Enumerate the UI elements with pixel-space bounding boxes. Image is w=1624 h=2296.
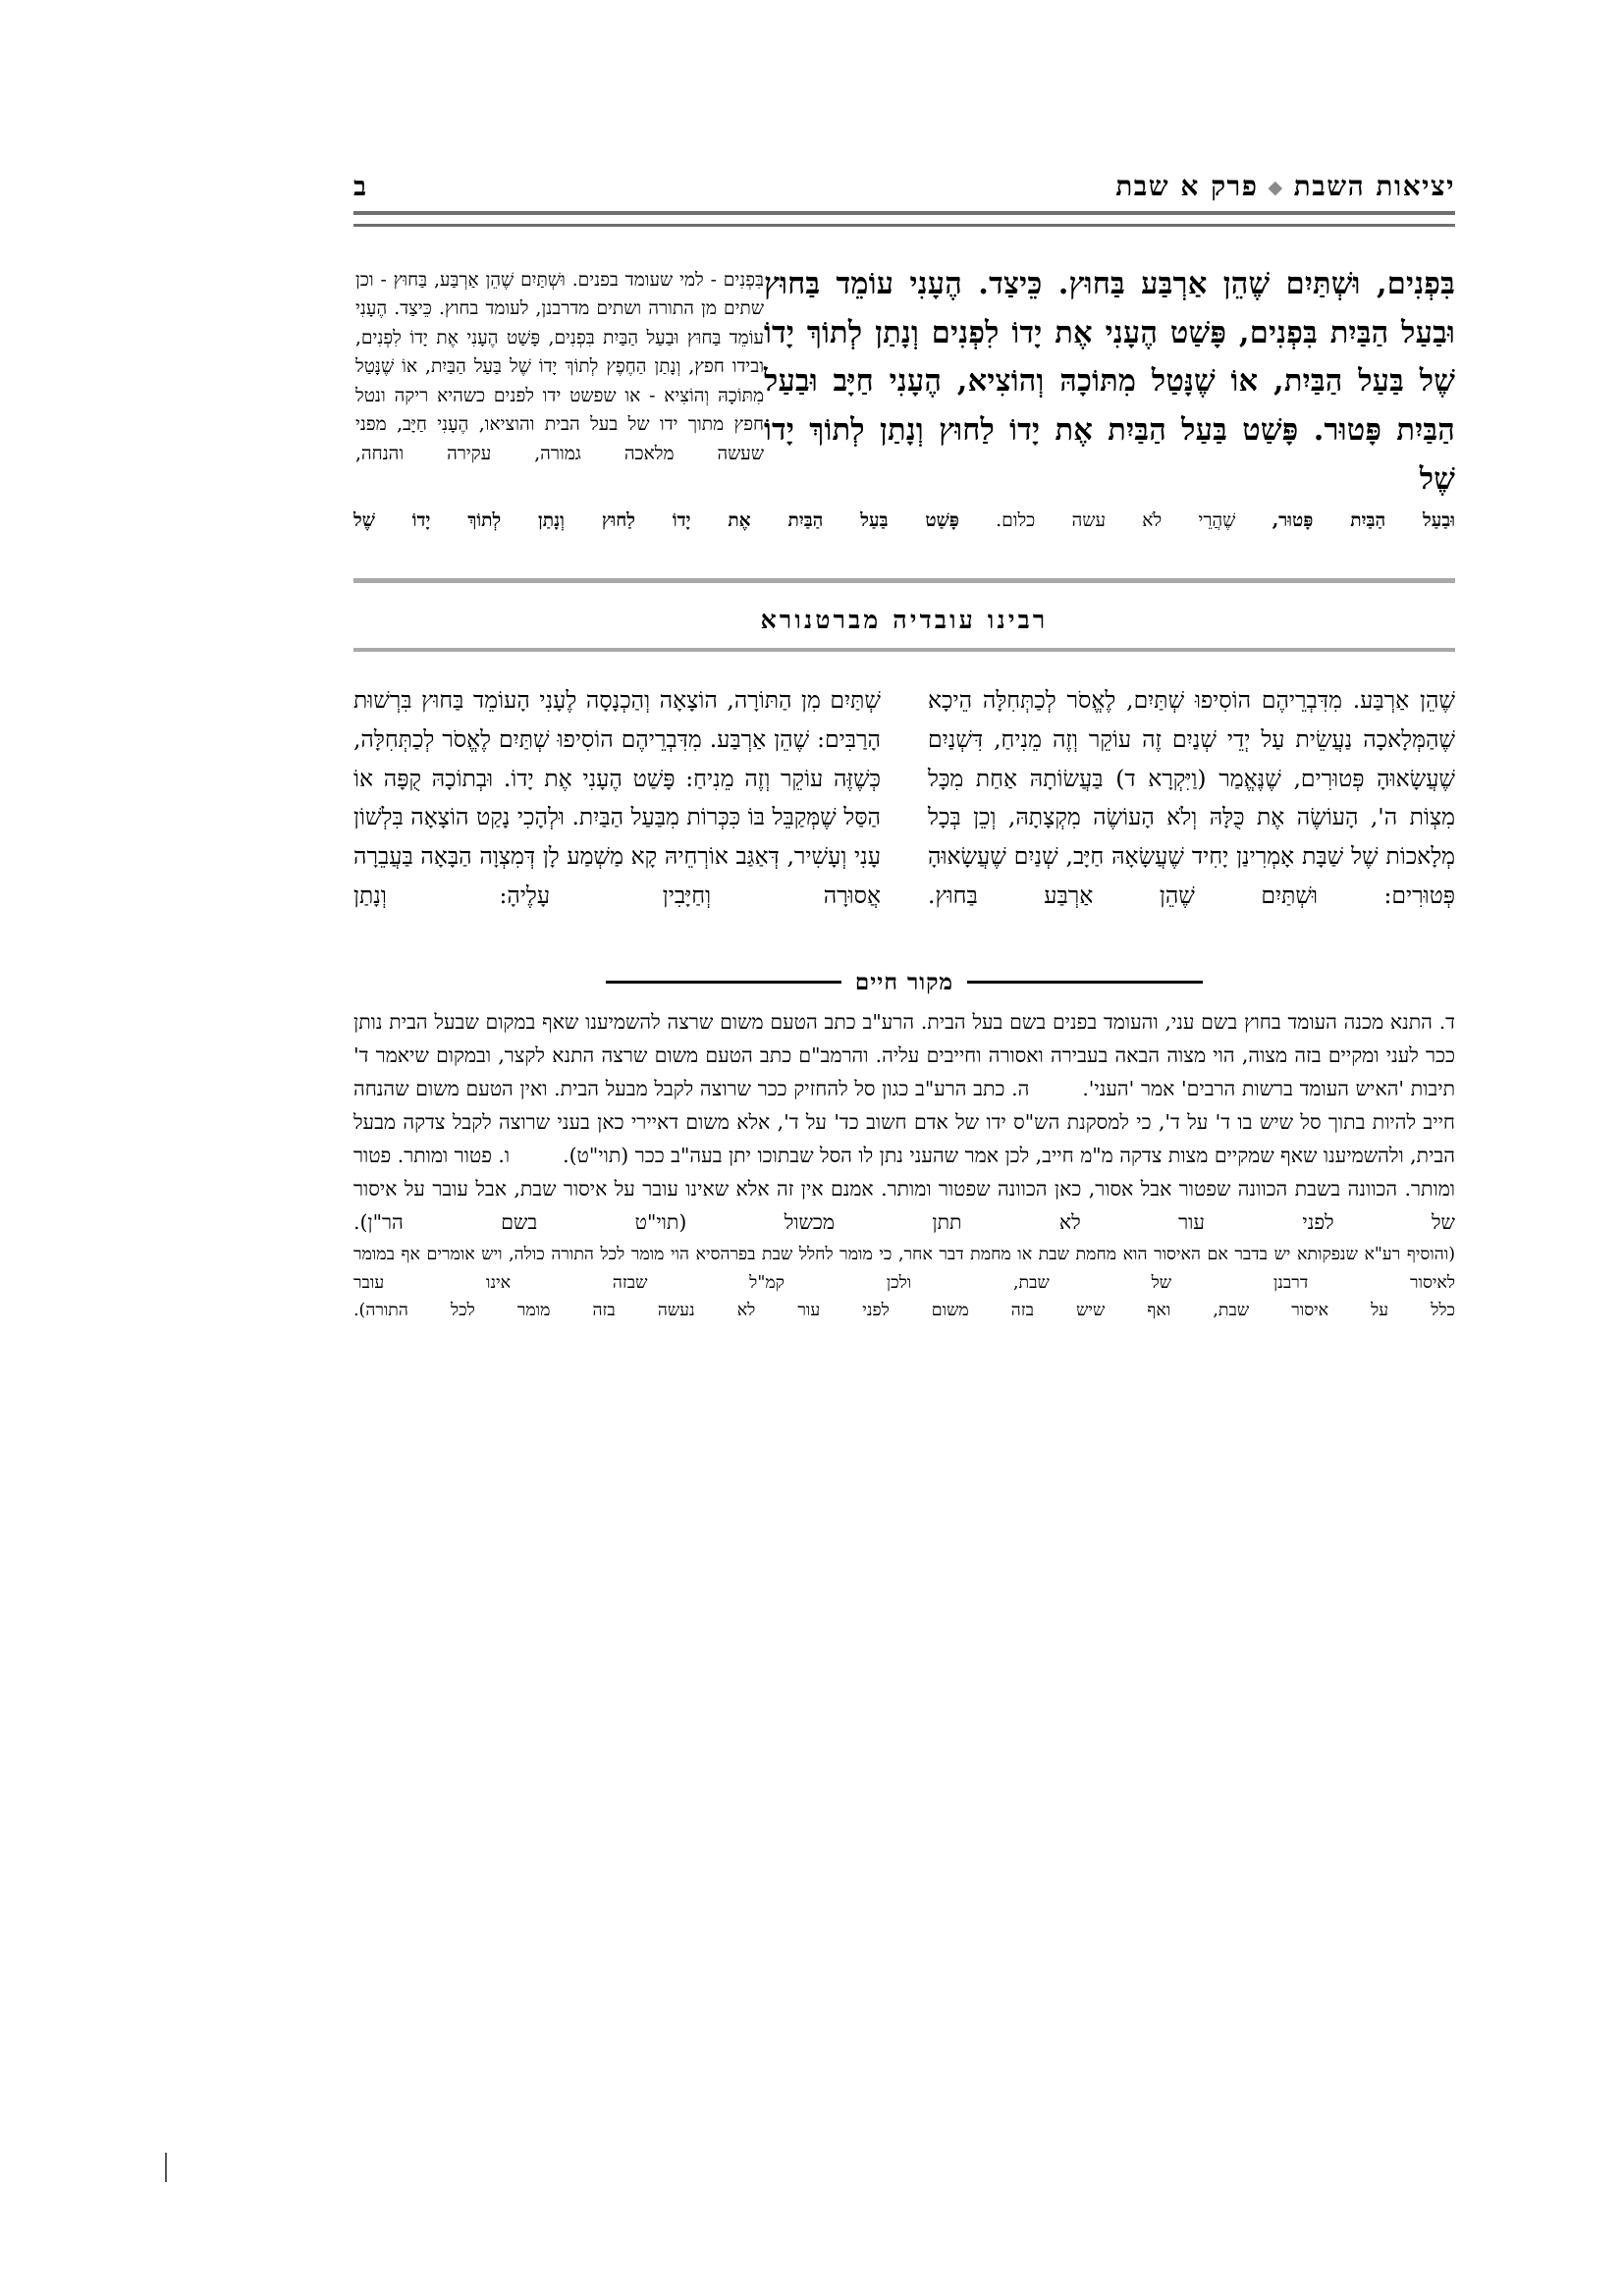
bartenura-rule-top: [353, 578, 1455, 588]
mishnah-tail-lemma: וּבַעַל הַבַּיִת פָּטוּר,: [1272, 509, 1455, 531]
mishnah-block: [353, 260, 1455, 535]
makor-chaim-rule-left: [606, 981, 841, 984]
bartenura-rule-bottom: [353, 648, 1455, 656]
makor-chaim-heading: מקור חיים: [854, 968, 954, 995]
mishnah-side-commentary: [353, 266, 764, 468]
header-divider: [353, 211, 1455, 227]
makor-chaim-note-3: ו. פטור ומותר. פטור ומותר. הכוונה בשבת הכוונה שפטור אבל אסור, כאן הכוונה שפטור ומותר. אמנם אין זה אלא שאינו עובר על איסור שבת, אבל עובר על איסור של לפני עור לא תתן מכשול (תוי"ט בשם הר"ן).: [353, 1143, 1455, 1235]
running-head-chapter: פרק א שבת: [1115, 170, 1259, 202]
makor-chaim-body: [353, 1005, 1455, 1325]
bartenura-heading: רבינו עובדיה מברטנורא: [760, 605, 1049, 634]
mishnah-main-text: בִּפְנִים, וּשְׁתַּיִם שֶׁהֵן אַרְבַּע בַּחוּץ. כֵּיצַד. הֶעָנִי עוֹמֵד בַּחוּץ וּבַעַל הַבַּיִת בִּפְנִים, פָּשַׁט הֶעָנִי אֶת יָדוֹ לִפְנִים וְנָתַן לְתוֹךְ יָדוֹ שֶׁל בַּעַל הַבַּיִת, אוֹ שֶׁנָּטַל מִתּוֹכָהּ וְהוֹצִיא, הֶעָנִי חַיָּב וּבַעַל הַבַּיִת פָּטוּר. פָּשַׁט בַּעַל הַבַּיִת אֶת יָדוֹ לַחוּץ וְנָתַן לְתוֹךְ יָדוֹ שֶׁל: [764, 266, 1455, 497]
mishnah-tail-lemma-2: פָּשַׁט בַּעַל הַבַּיִת אֶת יָדוֹ לַחוּץ וְנָתַן לְתוֹךְ יָדוֹ שֶׁל: [353, 509, 959, 531]
makor-chaim-heading-row: [353, 969, 1455, 995]
makor-chaim-fine-print: (והוסיף רע"א שנפקותא יש בדבר אם האיסור הוא מחמת שבת או מחמת דבר אחר, כי מומר לחלל שבת בפרהסיא הוי מומר לכל התורה כולה, ויש אומרים אף במומר לאיסור דרבנן של שבת, ולכן קמ"ל שבזה אינו עובר: [353, 1245, 1455, 1293]
bartenura-columns: [353, 681, 1455, 916]
bartenura-column-right: שֶׁהֵן אַרְבַּע. מִדִּבְרֵיהֶם הוֹסִיפוּ שְׁתַּיִם, לֶאֱסֹר לְכַתְּחִלָּה הֵיכָא שֶׁהַמְּלָאכָה נַעֲשֵׂית עַל יְדֵי שְׁנַיִם זֶה עוֹקֵר וְזֶה מֵנִיחַ, דִּשְׁנַיִם שֶׁעֲשָׂאוּהָ פְּטוּרִים, שֶׁנֶּאֱמַר (וַיִּקְרָא ד) בַּעֲשׂוֹתָהּ אַחַת מִכָּל מִצְוֹת ה', הָעוֹשֶׂה אֶת כֻּלָּהּ וְלֹא הָעוֹשֶׂה מִקְצָתָהּ, וְכֵן בְּכָל מְלָאכוֹת שֶׁל שַׁבָּת אָמְרִינַן יָחִיד שֶׁעֲשָׂאָהּ חַיָּב, שְׁנַיִם שֶׁעֲשָׂאוּהָ פְּטוּרִים: וּשְׁתַּיִם שֶׁהֵן אַרְבַּע בַּחוּץ.: [928, 685, 1455, 909]
makor-chaim-fine-print-last: כלל על איסור שבת, ואף שיש בזה משום לפני עור לא נעשה בזה מומר לכל התורה).: [353, 1300, 1455, 1320]
footer-gutter-mark: [165, 2153, 167, 2182]
makor-chaim-note-2: ה. כתב הרע"ב כגון סל להחזיק ככר שרוצה לקבל מבעל הבית. ואין הטעם משום שהנחה חייב להיות בתוך סל שיש בו ד' על ד', כי למסקנת הש"ס ידו של אדם חשוב כד' על ד', אלא משום דאיירי כאן בעני שרוצה לקבל צדקה מבעל הבית, ולהשמיענו שאף שמקיים מצות צדקה מ"מ חייב, לכן אמר שהעני נתן לו הסל שבתוכו יתן בעה"ב ככר (תוי"ט).: [353, 1076, 1455, 1167]
running-head-title: [1115, 170, 1455, 202]
running-head-tractate-section: יציאות השבת: [1293, 170, 1455, 202]
running-head: [353, 0, 1455, 200]
makor-chaim-rule-right: [967, 981, 1203, 984]
page-content: [353, 0, 1455, 1324]
bartenura-column-left: שְׁתַּיִם מִן הַתּוֹרָה, הוֹצָאָה וְהַכְנָסָה לֶעָנִי הָעוֹמֵד בַּחוּץ בִּרְשׁוּת הָרַבִּים: שֶׁהֵן אַרְבַּע. מִדִּבְרֵיהֶם הוֹסִיפוּ שְׁתַּיִם לֶאֱסֹר לְכַתְּחִלָּה, כְּשֶׁזֶּה עוֹקֵר וְזֶה מֵנִיחַ: פָּשַׁט הֶעָנִי אֶת יָדוֹ. וּבְתוֹכָהּ קֻפָּה אוֹ הַסַּל שֶׁמְּקַבֵּל בּוֹ כִּכְּרוֹת מִבַּעַל הַבַּיִת. וּלְהָכִי נָקַט הוֹצָאָה בִּלְשׁוֹן עָנִי וְעָשִׁיר, דְּאַגַּב אוֹרְחֵיהּ קָא מַשְׁמַע לָן דְּמִצְוָה הַבָּאָה בַּעֲבֵרָה אֲסוּרָה וְחַיָּבִין עָלֶיהָ: וְנָתַן: [353, 685, 881, 909]
folio-number: ב: [353, 172, 367, 202]
makor-chaim-note-1: ד. התנא מכנה העומד בחוץ בשם עני, והעומד בפנים בשם בעל הבית. הרע"ב כתב הטעם משום שרצה להשמיענו שאף במקום שבעל הבית נותן ככר לעני ומקיים בזה מצוה, הוי מצוה הבאה בעבירה ואסורה וחייבים עליה. והרמב"ם כתב הטעם משום שרצה התנא לקצר, ובמקום שיאמר ד' תיבות 'האיש העומד ברשות הרבים' אמר 'העני'.: [353, 1009, 1456, 1100]
mishnah-tail-gloss: שֶׁהֲרֵי לֹא עשה כלום.: [958, 509, 1272, 531]
mishnah-tail-line: [353, 505, 1455, 535]
diamond-icon: ◆: [1268, 177, 1284, 198]
mishnah-text-body: [353, 260, 1455, 505]
mishnah-side-commentary-text: בִּפְנִים - למי שעומד בפנים. וּשְׁתַּיִם שֶׁהֵן אַרְבַּע, בַּחוּץ - וכן שתים מן התורה ושתים מדרבנן, לעומד בחוץ. כֵּיצַד. הֶעָנִי עוֹמֵד בַּחוּץ וּבַעַל הַבַּיִת בִּפְנִים, פָּשַׁט הֶעָנִי אֶת יָדוֹ לִפְנִים, ובידו חפץ, וְנָתַן הַחֶפֶץ לְתוֹךְ יָדוֹ שֶׁל בַּעַל הַבַּיִת, אוֹ שֶׁנָּטַל מִתּוֹכָהּ וְהוֹצִיא - או שפשט ידו לפנים כשהיא ריקה ונטל חפץ מתוך ידו של בעל הבית והוציאו, הֶעָנִי חַיָּב, מפני שעשה מלאכה גמורה, עקירה והנחה,: [355, 270, 764, 464]
